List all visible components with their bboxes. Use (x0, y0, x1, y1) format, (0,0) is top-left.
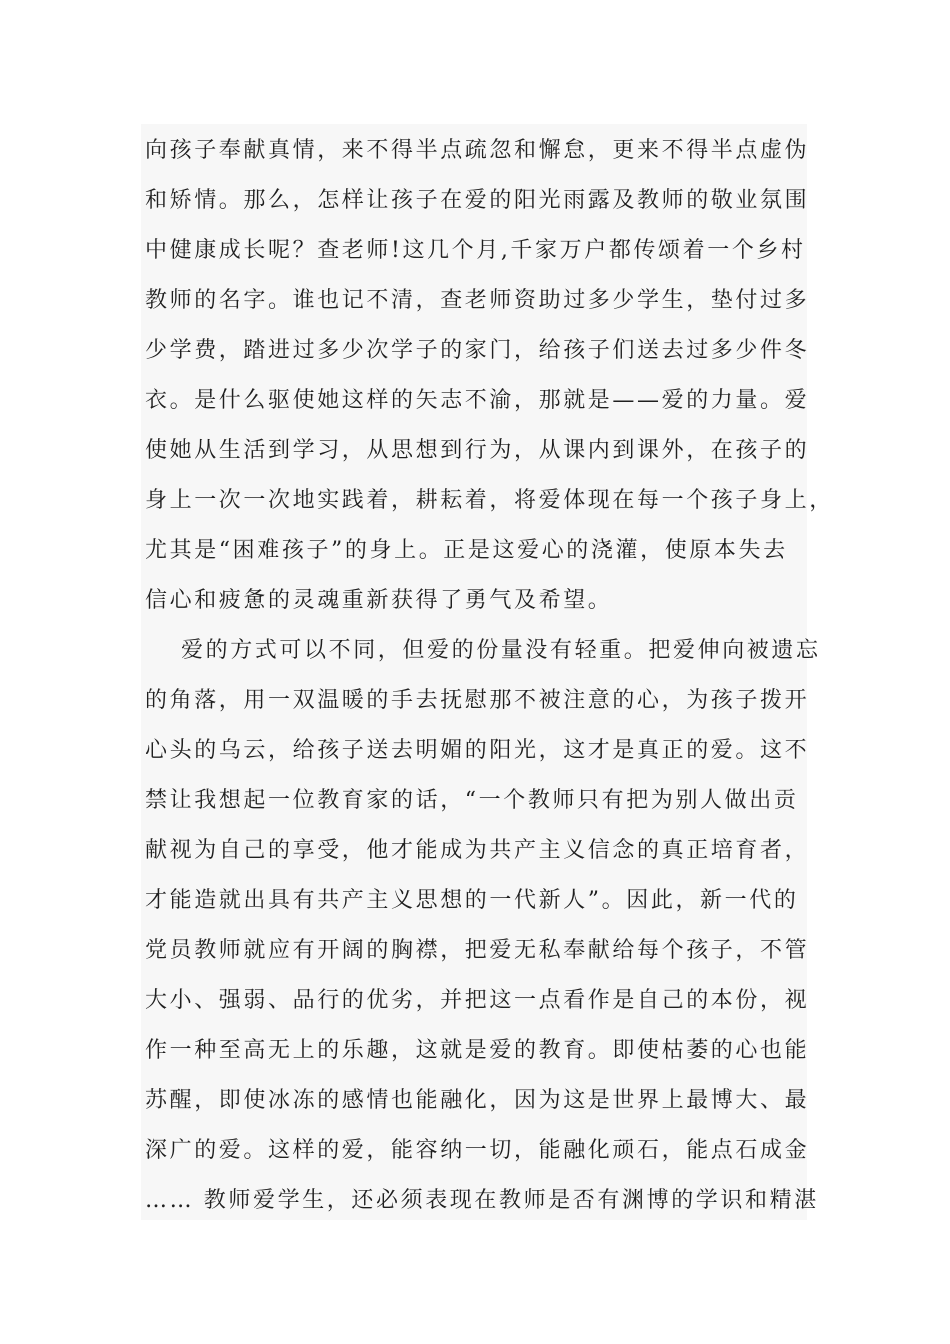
text-line: 献视为自己的享受，他才能成为共产主义信念的真正培育者， (145, 838, 810, 863)
text-line: 向孩子奉献真情，来不得半点疏忽和懈怠，更来不得半点虚伪 (145, 138, 810, 163)
text-line: 作一种至高无上的乐趣，这就是爱的教育。即使枯萎的心也能 (145, 1038, 810, 1063)
text-line: 深广的爱。这样的爱，能容纳一切，能融化顽石，能点石成金 (145, 1138, 810, 1163)
text-line: 身上一次一次地实践着，耕耘着，将爱体现在每一个孩子身上， (145, 488, 834, 513)
text-line: 苏醒，即使冰冻的感情也能融化，因为这是世界上最博大、最 (145, 1088, 810, 1113)
text-line: 才能造就出具有共产主义思想的一代新人”。因此，新一代的 (145, 888, 799, 913)
text-line: 少学费，踏进过多少次学子的家门，给孩子们送去过多少件冬 (145, 338, 810, 363)
text-line: 心头的乌云，给孩子送去明媚的阳光，这才是真正的爱。这不 (145, 738, 810, 763)
text-line: 教师的名字。谁也记不清，查老师资助过多少学生，垫付过多 (145, 288, 810, 313)
text-line: 中健康成长呢？查老师!这几个月,千家万户都传颂着一个乡村 (145, 238, 806, 263)
text-line: 和矫情。那么，怎样让孩子在爱的阳光雨露及教师的敬业氛围 (145, 188, 810, 213)
text-line: 的角落，用一双温暖的手去抚慰那不被注意的心，为孩子拨开 (145, 688, 810, 713)
text-line: 信心和疲惫的灵魂重新获得了勇气及希望。 (145, 588, 613, 613)
text-line: 衣。是什么驱使她这样的矢志不渝，那就是——爱的力量。爱 (145, 388, 810, 413)
text-line: 使她从生活到学习，从思想到行为，从课内到课外，在孩子的 (145, 438, 810, 463)
text-line: 党员教师就应有开阔的胸襟，把爱无私奉献给每个孩子，不管 (145, 938, 810, 963)
text-line: 禁让我想起一位教育家的话，“一个教师只有把为别人做出贡 (145, 788, 799, 813)
text-line: 尤其是“困难孩子”的身上。正是这爱心的浇灌，使原本失去 (145, 538, 788, 563)
paragraph-start-line: 爱的方式可以不同，但爱的份量没有轻重。把爱伸向被遗忘 (181, 638, 821, 663)
text-line: …… 教师爱学生，还必须表现在教师是否有渊博的学识和精湛 (145, 1188, 819, 1213)
text-line: 大小、强弱、品行的优劣，并把这一点看作是自己的本份，视 (145, 988, 810, 1013)
body-text (141, 124, 834, 1220)
